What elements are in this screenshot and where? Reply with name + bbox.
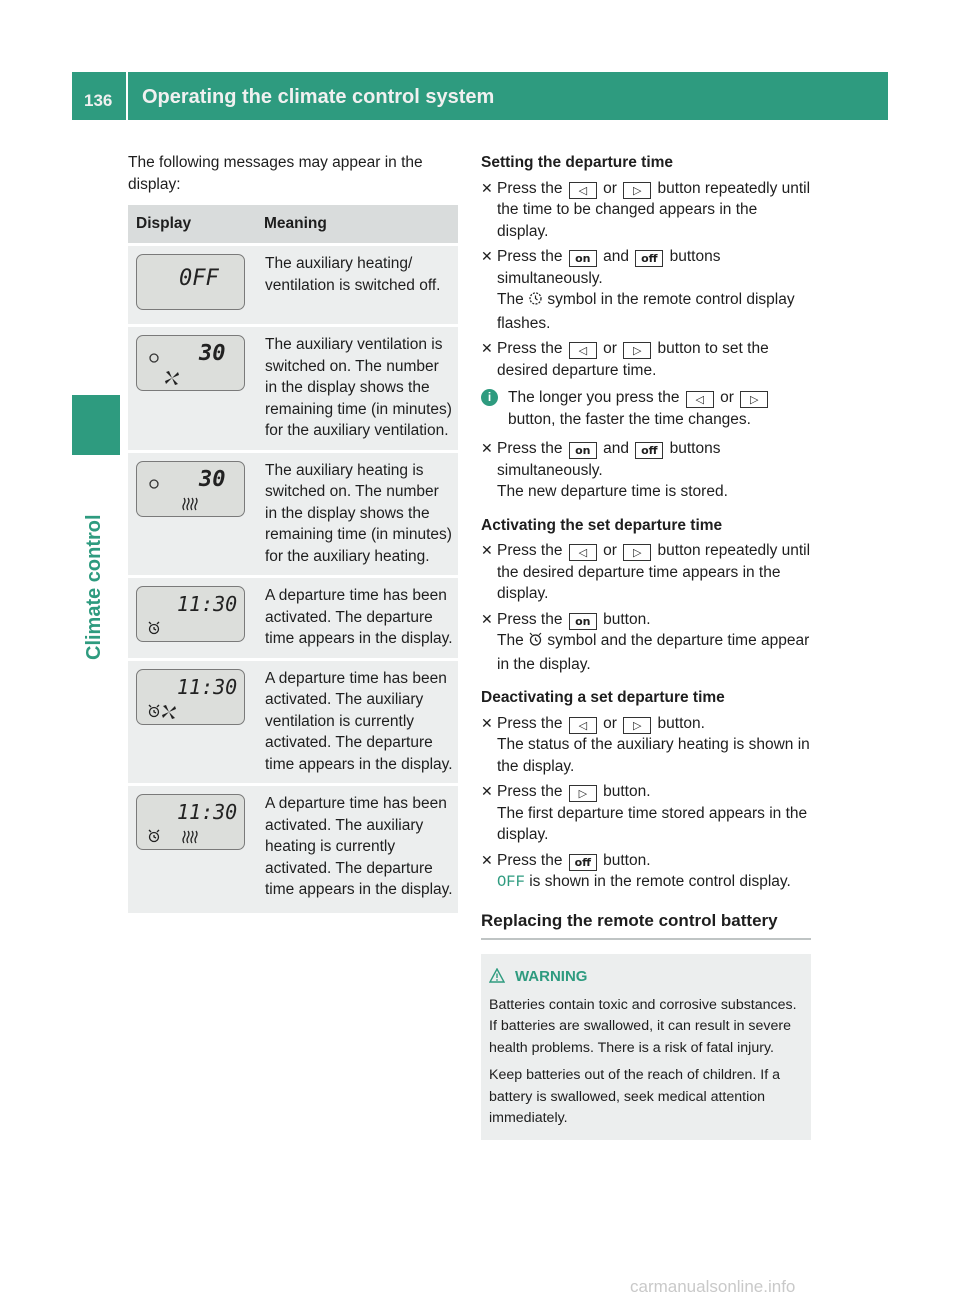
section-tab — [72, 395, 120, 455]
heading-setting-departure: Setting the departure time — [481, 154, 674, 171]
instruction-step: ✕ Press the ▷ button. The first departure time stored appears in the display. — [481, 783, 808, 843]
instruction-step: ✕ Press the ◁ or ▷ button to set the desired departure time. — [481, 340, 769, 379]
page-header — [72, 72, 888, 120]
header-divider — [126, 72, 128, 120]
meaning-cell: The auxiliary ventilation is switched on. The number in the display shows the remaining time (in minutes) for the auxiliary ventilation. — [256, 326, 458, 452]
heading-replacing-battery: Replacing the remote control battery — [481, 910, 811, 941]
heading-activating-departure: Activating the set departure time — [481, 516, 723, 534]
warning-box — [481, 954, 811, 1140]
right-arrow-key-icon: ▷ — [623, 717, 651, 734]
right-arrow-key-icon: ▷ — [623, 182, 651, 199]
departure-clock-icon — [149, 705, 159, 717]
heading-deactivating-departure: Deactivating a set departure time — [481, 689, 725, 706]
left-arrow-key-icon: ◁ — [569, 342, 597, 359]
on-key-icon: on — [569, 250, 597, 267]
instruction-step: ✕ Press the on and off buttons simultaneously. The new departure time is stored. — [481, 440, 728, 500]
table-header-row — [128, 205, 458, 245]
warning-title: WARNING — [514, 968, 588, 985]
lcd-display-ventilation — [136, 335, 245, 391]
lcd-display-departure — [136, 586, 245, 642]
step-marker-icon: ✕ — [481, 248, 493, 264]
off-key-icon: off — [635, 442, 663, 459]
off-display-text: OFF — [497, 873, 525, 891]
header-meaning: Meaning — [256, 205, 458, 245]
warning-text: Batteries contain toxic and corrosive substances. If batteries are swallowed, it can result in severe health problems. There is a risk of fatal injury. — [489, 996, 797, 1056]
info-note: i The longer you press the ◁ or ▷ button, the faster the time changes. — [481, 387, 811, 430]
off-key-icon: off — [635, 250, 663, 267]
departure-clock-icon — [149, 622, 159, 634]
left-column — [128, 152, 458, 913]
instruction-step: ✕ Press the ◁ or ▷ button. The status of the auxiliary heating is shown in the display. — [481, 714, 810, 775]
instruction-step: ✕ Press the ◁ or ▷ button repeatedly until the desired departure time appears in the display. — [481, 542, 811, 602]
heating-icon — [183, 831, 197, 843]
left-arrow-key-icon: ◁ — [686, 391, 714, 408]
page-number: 136 — [84, 91, 113, 110]
lcd-digits: 11:30 — [177, 592, 238, 616]
fan-icon — [165, 371, 179, 385]
instruction-step: ✕ Press the ◁ or ▷ button repeatedly until the time to be changed appears in the display. — [481, 179, 811, 240]
page-title: Operating the climate control system — [142, 86, 495, 108]
timer-icon — [150, 480, 158, 488]
lcd-display-heating — [136, 461, 245, 517]
left-arrow-key-icon: ◁ — [569, 717, 597, 734]
table-row — [128, 451, 458, 577]
table-row — [128, 577, 458, 660]
lcd-display-departure-heating — [136, 794, 245, 850]
info-icon: i — [481, 389, 498, 406]
instruction-step: ✕ Press the off button. OFF is shown in the remote control display. — [481, 851, 791, 891]
warning-text: Keep batteries out of the reach of children. If a battery is swallowed, seek medical attention immediately. — [489, 1067, 781, 1126]
meaning-cell: A departure time has been activated. The departure time appears in the display. — [256, 577, 458, 660]
lcd-digits: 30 — [199, 466, 226, 492]
step-marker-icon: ✕ — [481, 851, 493, 868]
right-arrow-key-icon: ▷ — [740, 391, 768, 408]
lcd-digits: 0FF — [179, 266, 219, 291]
lcd-digits: 11:30 — [177, 800, 238, 824]
meaning-cell: The auxiliary heating is switched on. The number in the display shows the remaining time (in minutes) for the auxiliary heating. — [256, 451, 458, 577]
right-arrow-key-icon: ▷ — [569, 785, 597, 802]
lcd-display-departure-ventilation — [136, 669, 245, 725]
table-row — [128, 326, 458, 452]
off-key-icon: off — [569, 854, 597, 871]
departure-clock-icon — [149, 830, 159, 842]
fan-icon — [162, 705, 176, 719]
departure-clock-icon — [528, 631, 543, 654]
step-marker-icon: ✕ — [481, 783, 493, 799]
table-row — [128, 659, 458, 785]
meaning-cell: A departure time has been activated. The auxiliary ventilation is currently activated. The departure time appears in the display. — [256, 659, 458, 785]
right-arrow-key-icon: ▷ — [623, 544, 651, 561]
clock-icon — [528, 291, 543, 313]
header-display: Display — [128, 205, 256, 245]
step-marker-icon: ✕ — [481, 542, 493, 558]
step-marker-icon: ✕ — [481, 714, 493, 731]
on-key-icon: on — [569, 442, 597, 459]
meaning-cell: A departure time has been activated. The auxiliary heating is currently activated. The departure time appears in the display. — [256, 785, 458, 913]
lcd-digits: 30 — [199, 341, 226, 366]
display-messages-table — [128, 205, 458, 913]
left-arrow-key-icon: ◁ — [569, 544, 597, 561]
table-row — [128, 245, 458, 326]
watermark: carmanualsonline.info — [630, 1277, 796, 1296]
step-marker-icon: ✕ — [481, 340, 493, 356]
right-column — [481, 152, 811, 1140]
section-label: Climate control — [83, 514, 105, 660]
timer-icon — [150, 354, 158, 362]
warning-triangle-icon — [489, 968, 505, 991]
heating-icon — [183, 498, 197, 510]
table-row — [128, 785, 458, 913]
instruction-step: ✕ Press the on button. The symbol and the departure time appear in the display. — [481, 610, 810, 673]
on-key-icon: on — [569, 613, 597, 630]
lcd-digits: 11:30 — [177, 674, 238, 699]
step-marker-icon: ✕ — [481, 440, 493, 456]
step-marker-icon: ✕ — [481, 179, 493, 196]
lcd-display-off — [136, 254, 245, 310]
meaning-cell: The auxiliary heating/ ventilation is switched off. — [256, 245, 458, 326]
step-marker-icon: ✕ — [481, 610, 493, 627]
left-arrow-key-icon: ◁ — [569, 182, 597, 199]
intro-text: The following messages may appear in the display: — [128, 154, 423, 193]
right-arrow-key-icon: ▷ — [623, 342, 651, 359]
instruction-step: ✕ Press the on and off buttons simultaneously. The symbol in the remote control display flashes. — [481, 248, 795, 332]
